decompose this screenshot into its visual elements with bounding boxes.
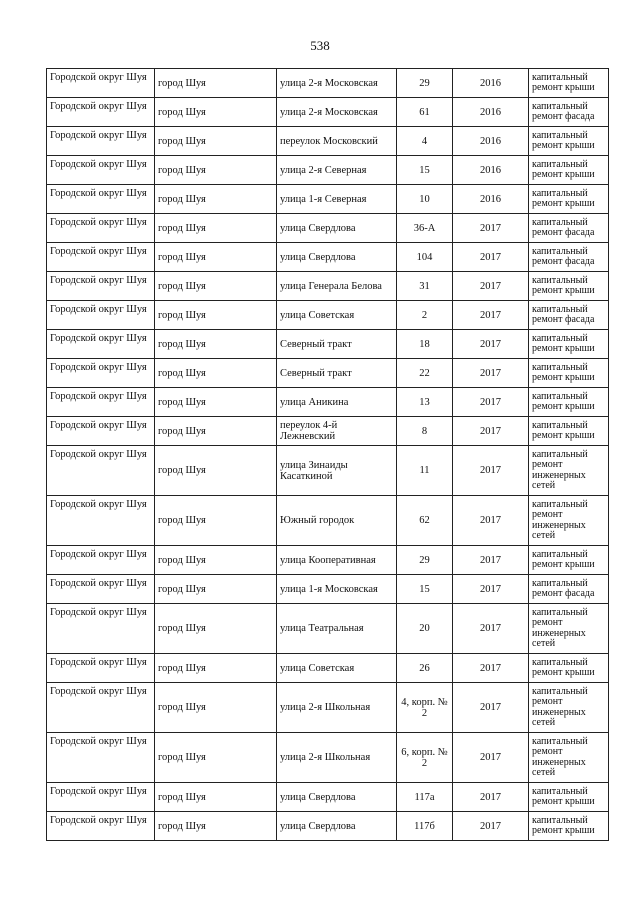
house-number-cell: 29	[397, 69, 453, 98]
district-cell: Городской округ Шуя	[47, 214, 155, 243]
table-row	[47, 98, 609, 127]
district-cell: Городской округ Шуя	[47, 417, 155, 446]
street-cell: улица 2-я Московская	[277, 98, 397, 127]
district-cell: Городской округ Шуя	[47, 156, 155, 185]
house-number-cell: 62	[397, 496, 453, 546]
work-type-cell: капитальный ремонт инженерных сетей	[529, 733, 609, 783]
district-cell: Городской округ Шуя	[47, 69, 155, 98]
table-row	[47, 214, 609, 243]
house-number-cell: 29	[397, 546, 453, 575]
city-cell: город Шуя	[155, 683, 277, 733]
street-cell: улица 2-я Московская	[277, 69, 397, 98]
work-type-cell: капитальный ремонт крыши	[529, 783, 609, 812]
house-number-cell: 2	[397, 301, 453, 330]
table-row	[47, 546, 609, 575]
work-type-cell: капитальный ремонт крыши	[529, 654, 609, 683]
work-type-cell: капитальный ремонт крыши	[529, 185, 609, 214]
house-number-cell: 11	[397, 446, 453, 496]
table-body	[47, 69, 609, 841]
table-row	[47, 185, 609, 214]
house-number-cell: 4	[397, 127, 453, 156]
district-cell: Городской округ Шуя	[47, 98, 155, 127]
year-cell: 2017	[453, 812, 529, 841]
city-cell: город Шуя	[155, 185, 277, 214]
work-type-cell: капитальный ремонт инженерных сетей	[529, 604, 609, 654]
street-cell: улица 2-я Школьная	[277, 683, 397, 733]
year-cell: 2017	[453, 446, 529, 496]
district-cell: Городской округ Шуя	[47, 301, 155, 330]
house-number-cell: 36-А	[397, 214, 453, 243]
district-cell: Городской округ Шуя	[47, 575, 155, 604]
work-type-cell: капитальный ремонт крыши	[529, 156, 609, 185]
city-cell: город Шуя	[155, 156, 277, 185]
street-cell: улица 1-я Московская	[277, 575, 397, 604]
city-cell: город Шуя	[155, 98, 277, 127]
year-cell: 2017	[453, 683, 529, 733]
district-cell: Городской округ Шуя	[47, 330, 155, 359]
work-type-cell: капитальный ремонт крыши	[529, 69, 609, 98]
district-cell: Городской округ Шуя	[47, 783, 155, 812]
city-cell: город Шуя	[155, 330, 277, 359]
street-cell: улица 1-я Северная	[277, 185, 397, 214]
work-type-cell: капитальный ремонт крыши	[529, 417, 609, 446]
city-cell: город Шуя	[155, 243, 277, 272]
year-cell: 2016	[453, 185, 529, 214]
house-number-cell: 22	[397, 359, 453, 388]
house-number-cell: 8	[397, 417, 453, 446]
street-cell: улица Свердлова	[277, 243, 397, 272]
city-cell: город Шуя	[155, 388, 277, 417]
year-cell: 2017	[453, 575, 529, 604]
house-number-cell: 104	[397, 243, 453, 272]
table-row	[47, 359, 609, 388]
work-type-cell: капитальный ремонт фасада	[529, 243, 609, 272]
work-type-cell: капитальный ремонт инженерных сетей	[529, 683, 609, 733]
street-cell: переулок 4-й Лежневский	[277, 417, 397, 446]
house-number-cell: 6, корп. № 2	[397, 733, 453, 783]
work-type-cell: капитальный ремонт фасада	[529, 575, 609, 604]
street-cell: переулок Московский	[277, 127, 397, 156]
year-cell: 2017	[453, 359, 529, 388]
district-cell: Городской округ Шуя	[47, 388, 155, 417]
year-cell: 2017	[453, 388, 529, 417]
year-cell: 2017	[453, 243, 529, 272]
city-cell: город Шуя	[155, 546, 277, 575]
house-number-cell: 26	[397, 654, 453, 683]
district-cell: Городской округ Шуя	[47, 127, 155, 156]
street-cell: улица Зинаиды Касаткиной	[277, 446, 397, 496]
district-cell: Городской округ Шуя	[47, 654, 155, 683]
table-row	[47, 783, 609, 812]
city-cell: город Шуя	[155, 127, 277, 156]
city-cell: город Шуя	[155, 69, 277, 98]
city-cell: город Шуя	[155, 604, 277, 654]
year-cell: 2016	[453, 69, 529, 98]
street-cell: улица Кооперативная	[277, 546, 397, 575]
street-cell: улица Театральная	[277, 604, 397, 654]
district-cell: Городской округ Шуя	[47, 359, 155, 388]
table-row	[47, 243, 609, 272]
house-number-cell: 117б	[397, 812, 453, 841]
district-cell: Городской округ Шуя	[47, 446, 155, 496]
year-cell: 2017	[453, 330, 529, 359]
work-type-cell: капитальный ремонт крыши	[529, 359, 609, 388]
table-row	[47, 683, 609, 733]
street-cell: улица Аникина	[277, 388, 397, 417]
house-number-cell: 10	[397, 185, 453, 214]
table-row	[47, 301, 609, 330]
house-number-cell: 15	[397, 575, 453, 604]
city-cell: город Шуя	[155, 446, 277, 496]
table-row	[47, 156, 609, 185]
house-number-cell: 117а	[397, 783, 453, 812]
table-row	[47, 733, 609, 783]
year-cell: 2017	[453, 301, 529, 330]
page-number: 538	[310, 38, 330, 53]
district-cell: Городской округ Шуя	[47, 683, 155, 733]
work-type-cell: капитальный ремонт инженерных сетей	[529, 496, 609, 546]
district-cell: Городской округ Шуя	[47, 243, 155, 272]
city-cell: город Шуя	[155, 214, 277, 243]
work-type-cell: капитальный ремонт фасада	[529, 98, 609, 127]
city-cell: город Шуя	[155, 812, 277, 841]
year-cell: 2016	[453, 127, 529, 156]
street-cell: улица Свердлова	[277, 812, 397, 841]
city-cell: город Шуя	[155, 301, 277, 330]
table-row	[47, 69, 609, 98]
house-number-cell: 18	[397, 330, 453, 359]
city-cell: город Шуя	[155, 733, 277, 783]
street-cell: Северный тракт	[277, 330, 397, 359]
district-cell: Городской округ Шуя	[47, 733, 155, 783]
table-row	[47, 446, 609, 496]
year-cell: 2017	[453, 604, 529, 654]
district-cell: Городской округ Шуя	[47, 185, 155, 214]
table-row	[47, 272, 609, 301]
city-cell: город Шуя	[155, 783, 277, 812]
year-cell: 2017	[453, 496, 529, 546]
table-row	[47, 496, 609, 546]
city-cell: город Шуя	[155, 272, 277, 301]
table-row	[47, 654, 609, 683]
house-number-cell: 13	[397, 388, 453, 417]
table-row	[47, 604, 609, 654]
year-cell: 2016	[453, 98, 529, 127]
district-cell: Городской округ Шуя	[47, 604, 155, 654]
work-type-cell: капитальный ремонт крыши	[529, 546, 609, 575]
district-cell: Городской округ Шуя	[47, 546, 155, 575]
street-cell: улица Советская	[277, 301, 397, 330]
street-cell: улица Советская	[277, 654, 397, 683]
district-cell: Городской округ Шуя	[47, 812, 155, 841]
street-cell: улица Генерала Белова	[277, 272, 397, 301]
house-number-cell: 61	[397, 98, 453, 127]
work-type-cell: капитальный ремонт крыши	[529, 812, 609, 841]
year-cell: 2017	[453, 654, 529, 683]
city-cell: город Шуя	[155, 417, 277, 446]
house-number-cell: 20	[397, 604, 453, 654]
street-cell: улица 2-я Школьная	[277, 733, 397, 783]
work-type-cell: капитальный ремонт крыши	[529, 127, 609, 156]
work-type-cell: капитальный ремонт фасада	[529, 301, 609, 330]
year-cell: 2016	[453, 156, 529, 185]
repair-schedule-table	[46, 68, 609, 841]
house-number-cell: 31	[397, 272, 453, 301]
city-cell: город Шуя	[155, 496, 277, 546]
table-row	[47, 388, 609, 417]
district-cell: Городской округ Шуя	[47, 496, 155, 546]
year-cell: 2017	[453, 783, 529, 812]
work-type-cell: капитальный ремонт крыши	[529, 388, 609, 417]
year-cell: 2017	[453, 214, 529, 243]
table-row	[47, 330, 609, 359]
city-cell: город Шуя	[155, 359, 277, 388]
table-row	[47, 127, 609, 156]
city-cell: город Шуя	[155, 575, 277, 604]
street-cell: улица Свердлова	[277, 214, 397, 243]
table-row	[47, 812, 609, 841]
street-cell: Северный тракт	[277, 359, 397, 388]
street-cell: улица 2-я Северная	[277, 156, 397, 185]
district-cell: Городской округ Шуя	[47, 272, 155, 301]
work-type-cell: капитальный ремонт инженерных сетей	[529, 446, 609, 496]
year-cell: 2017	[453, 546, 529, 575]
street-cell: улица Свердлова	[277, 783, 397, 812]
city-cell: город Шуя	[155, 654, 277, 683]
table-row	[47, 575, 609, 604]
work-type-cell: капитальный ремонт крыши	[529, 272, 609, 301]
table-row	[47, 417, 609, 446]
house-number-cell: 4, корп. № 2	[397, 683, 453, 733]
year-cell: 2017	[453, 417, 529, 446]
house-number-cell: 15	[397, 156, 453, 185]
work-type-cell: капитальный ремонт фасада	[529, 214, 609, 243]
year-cell: 2017	[453, 272, 529, 301]
year-cell: 2017	[453, 733, 529, 783]
work-type-cell: капитальный ремонт крыши	[529, 330, 609, 359]
street-cell: Южный городок	[277, 496, 397, 546]
